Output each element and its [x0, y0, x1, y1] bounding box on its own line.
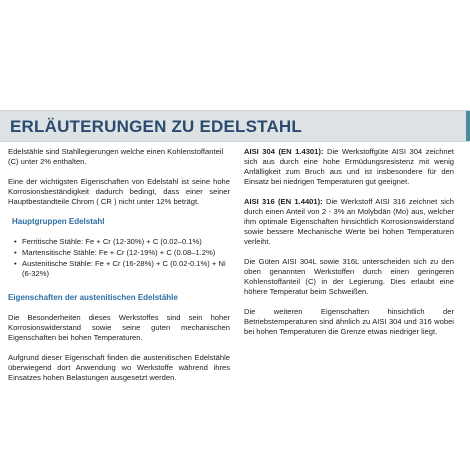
aisi316-text: Die Werkstoff AISI 316 zeichnet sich durch einen Anteil von 2 - 3% an Molybdän (Mo) aus, welcher ihm optimale Eigenschaften hinsichtlich Korrosionswiderstand sowie bessere Mechanische Werte bei hohen Temperaturen verleiht.: [244, 197, 454, 246]
usage-paragraph: Aufgrund dieser Eigenschaft finden die austenitischen Edelstähle überwiegend dort Anwendung wo Werkstoffe während ihres Einsatzes hohen Belastungen ausgesetzt werden.: [8, 353, 230, 382]
list-item: • Ferritische Stähle: Fe + Cr (12-30%) + C (0.02–0.1%): [22, 237, 230, 247]
aisi304-text: Die Werkstoffgüte AISI 304 zeichnet sich aus durch eine hohe Ermüdungsresistenz mit wenig Anfälligkeit zum Bruch aus und ist insbesondere für den Einsatz bei niedrigen Temperaturen gut geeignet.: [244, 147, 454, 186]
aisi316-paragraph: [244, 197, 454, 247]
properties-paragraph: Eine der wichtigsten Eigenschaften von Edelstahl ist seine hohe Korrosionsbeständigkeit dadurch bedingt, dass einer seiner Hauptbestandteile Chrom ( CR ) nicht unter 12% beträgt.: [8, 177, 230, 206]
left-column: [8, 147, 230, 393]
operating-temperature-paragraph: Die weiteren Eigenschaften hinsichtlich der Betriebstemperaturen sind ähnlich zu AISI 304 und 316 wobei bei hohen Temperaturen die Grenze etwas niedriger liegt.: [244, 307, 454, 336]
l-grades-paragraph: Die Güten AISI 304L sowie 316L unterscheiden sich zu den oben genannten Werkstoffen durch einen geringeren Kohlenstoffanteil (C) in der Legierung. Dies erlaubt eine höhere Temperatur beim Schweißen.: [244, 257, 454, 296]
right-column: [244, 147, 454, 347]
intro-paragraph: Edelstähle sind Stahllegierungen welche einen Kohlenstoffanteil (C) unter 2% enthalten.: [8, 147, 224, 166]
list-item: • Martensitische Stähle: Fe + Cr (12-19%) + C (0.08–1.2%): [22, 248, 230, 258]
aisi304-lead: AISI 304 (EN 1.4301):: [244, 147, 324, 156]
aisi304-paragraph: [244, 147, 454, 187]
page-title: ERLÄUTERUNGEN ZU EDELSTAHL: [10, 117, 302, 136]
aisi316-lead: AISI 316 (EN 1.4401):: [244, 197, 323, 206]
austenitic-paragraph: Die Besonderheiten dieses Werkstoffes sind sein hoher Korrosionswiderstand sowie seine guten mechanischen Eigenschaften bei hohen Temperaturen.: [8, 313, 230, 342]
groups-list: [8, 237, 230, 279]
title-bar-accent: [466, 111, 470, 141]
austenitic-heading: Eigenschaften der austenitischen Edelstähle: [8, 293, 178, 302]
groups-heading: Hauptgruppen Edelstahl: [12, 217, 105, 226]
title-bar: [0, 110, 470, 142]
list-item: • Austenitische Stähle: Fe + Cr (16-28%) + C (0.02-0.1%) + Ni (6-32%): [22, 259, 230, 279]
